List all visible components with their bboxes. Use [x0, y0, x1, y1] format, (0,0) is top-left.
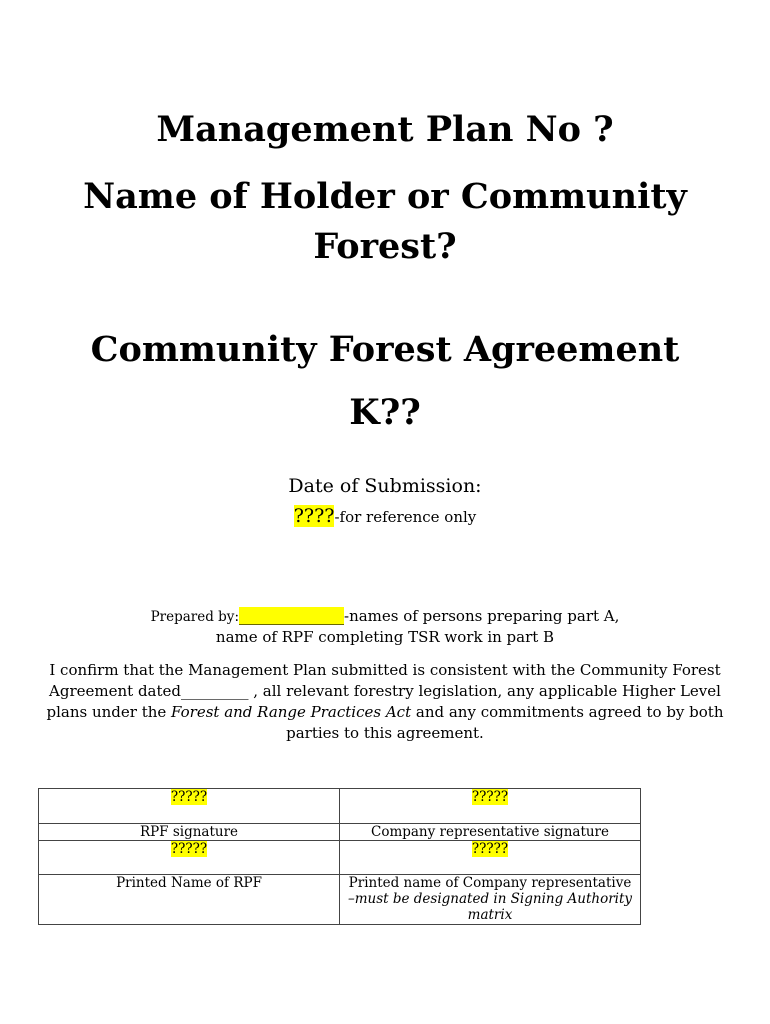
company-signature-cell	[340, 789, 641, 824]
rpf-signature-value: ?????	[170, 789, 208, 805]
rpf-signature-label: RPF signature	[39, 824, 340, 841]
table-row	[39, 841, 641, 875]
prepared-by-blank: ______________	[239, 607, 344, 625]
rpf-name-value: ?????	[170, 841, 208, 857]
company-name-label: Printed name of Company representative	[348, 875, 632, 891]
signature-table	[38, 788, 641, 925]
submission-date-placeholder: ????	[293, 505, 335, 527]
agreement-number: K??	[349, 392, 421, 433]
table-row	[39, 789, 641, 824]
company-name-value: ?????	[471, 841, 509, 857]
confirmation-statement	[40, 660, 730, 744]
table-row	[39, 824, 641, 841]
rpf-name-label: Printed Name of RPF	[39, 875, 340, 925]
prepared-by-block	[40, 606, 730, 647]
rpf-name-cell	[39, 841, 340, 875]
confirmation-part2: and any commitments agreed to by both parties to this agreement.	[286, 703, 724, 742]
confirmation-part1: I confirm that the Management Plan submitted is consistent with the Community Forest Agreement dated_________ , all relevant forestry legislation, any applicable Higher Level plans under the	[46, 661, 721, 721]
submission-date-line	[0, 503, 770, 530]
prepared-by-line2: name of RPF completing TSR work in part B	[215, 628, 555, 646]
table-row	[39, 875, 641, 925]
submission-label: Date of Submission:	[288, 475, 482, 497]
prepared-by-rest: -names of persons preparing part A,	[344, 607, 620, 625]
company-signature-label: Company representative signature	[340, 824, 641, 841]
holder-title: Name of Holder or Community Forest?	[83, 176, 687, 267]
company-name-cell	[340, 841, 641, 875]
company-name-note: –must be designated in Signing Authority matrix	[347, 891, 633, 923]
company-name-label-cell	[340, 875, 641, 925]
prepared-by-label: Prepared by:	[150, 609, 239, 625]
reference-note: -for reference only	[334, 508, 477, 526]
company-signature-value: ?????	[471, 789, 509, 805]
plan-title: Management Plan No ?	[156, 109, 614, 150]
rpf-signature-cell	[39, 789, 340, 824]
act-name: Forest and Range Practices Act	[171, 703, 412, 721]
agreement-title: Community Forest Agreement	[90, 329, 680, 370]
